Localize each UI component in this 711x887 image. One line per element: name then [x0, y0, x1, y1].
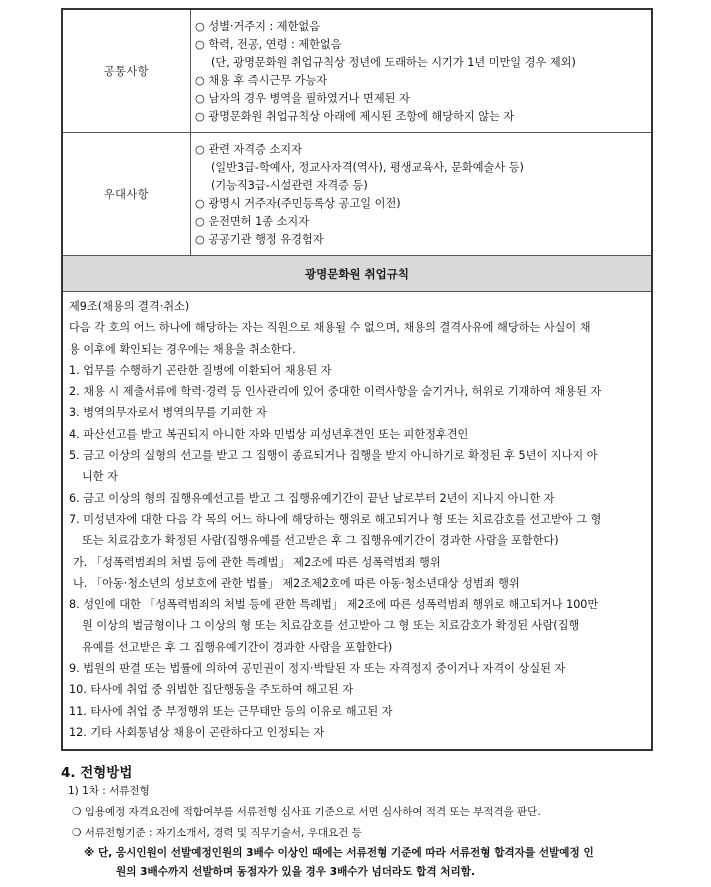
section-title: 4. 전형방법: [61, 765, 133, 781]
note-line-2: 원의 3배수까지 선발하며 동점자가 있을 경우 3배수가 넘더라도 합격 처리함.: [116, 866, 475, 878]
preferred-line: ○ 운전면허 1종 소지자: [195, 215, 310, 228]
screening-criteria-bullet: ❍ 서류전형기준 : 자기소개서, 경력 및 직무기술서, 우대요건 등: [72, 827, 362, 839]
rules-body-row: [62, 292, 652, 751]
rule-line: 2. 채용 시 제출서류에 학력·경력 등 인사관리에 있어 중대한 이력사항을 숨기거나, 허위로 기재하여 채용된 자: [69, 385, 602, 399]
common-line: (단, 광명문화원 취업규칙상 정년에 도래하는 시기가 1년 미만일 경우 제외): [211, 56, 576, 69]
screening-bullet: ❍ 임용예정 자격요건에 적합여부를 서류전형 심사표 기준으로 서면 심사하여 적격 또는 부적격을 판단.: [72, 806, 541, 818]
rule-line: 유예를 선고받은 후 그 집행유예기간이 경과한 사람을 포함한다): [82, 640, 393, 654]
preferred-label: 우대사항: [62, 133, 191, 256]
rule-lines: [69, 296, 645, 743]
rule-line: 원 이상의 벌금형이나 그 이상의 형 또는 치료감호를 선고받아 그 형 또는 치료감호가 확정된 사람(집행: [82, 619, 580, 633]
rules-body: [62, 292, 652, 751]
preferred-line: (기능직3급-시설관련 자격증 등): [211, 179, 368, 192]
common-content: [191, 9, 653, 133]
stage1-label: 1) 1차 : 서류전형: [68, 785, 150, 797]
rule-line: 4. 파산선고를 받고 복권되지 아니한 자와 민법상 피성년후견인 또는 피한정후견인: [69, 427, 469, 441]
common-line: ○ 광명문화원 취업규칙상 아래에 제시된 조항에 해당하지 않는 자: [195, 110, 515, 123]
preferred-line: ○ 광명시 거주자(주민등록상 공고일 이전): [195, 197, 401, 210]
common-lines: [195, 18, 645, 126]
rule-line: 10. 타사에 취업 중 위법한 집단행동을 주도하여 해고된 자: [69, 683, 353, 697]
common-line: ○ 학력, 전공, 연령 : 제한없음: [195, 38, 342, 51]
common-label: 공통사항: [62, 9, 191, 133]
rule-line: 제9조(채용의 결격·취소): [69, 300, 190, 313]
preferred-line: ○ 관련 자격증 소지자: [195, 143, 302, 156]
rule-line: 또는 치료감호가 확정된 사람(집행유예를 선고받은 후 그 집행유예기간이 경과한 사람을 포함한다): [82, 534, 559, 548]
rule-line: 가. 「성폭력범죄의 처벌 등에 관한 특례법」 제2조에 따른 성폭력범죄 행위: [73, 555, 441, 569]
rule-line: 11. 타사에 취업 중 부정행위 또는 근무태만 등의 이유로 해고된 자: [69, 704, 393, 718]
preferred-lines: [195, 141, 645, 249]
common-line: ○ 채용 후 즉시근무 가능자: [195, 74, 328, 87]
rules-header: 광명문화원 취업규칙: [62, 256, 652, 292]
rule-line: 3. 병역의무자로서 병역의무를 기피한 자: [69, 406, 267, 420]
rule-line: 5. 금고 이상의 실형의 선고를 받고 그 집행이 종료되거나 집행을 받지 아니하기로 확정된 후 5년이 지나지 아: [69, 449, 598, 463]
preferred-line: ○ 공공기관 행정 유경험자: [195, 233, 324, 246]
rules-header-row: [62, 256, 652, 292]
rule-line: 니한 자: [82, 470, 118, 484]
rule-line: 12. 기타 사회통념상 채용이 곤란하다고 인정되는 자: [69, 725, 325, 739]
rule-line: 7. 미성년자에 대한 다음 각 목의 어느 하나에 해당하는 행위로 해고되거나 형 또는 치료감호를 선고받아 그 형: [69, 512, 602, 526]
note-line-1: ※ 단, 응시인원이 선발예정인원의 3배수 이상인 때에는 서류전형 기준에 따라 서류전형 합격자를 선발예정 인: [84, 847, 594, 859]
rule-line: 9. 법원의 판결 또는 법률에 의하여 공민권이 정지·박탈된 자 또는 자격정지 중이거나 자격이 상실된 자: [69, 662, 566, 676]
common-row: [62, 9, 652, 133]
rule-line: 8. 성인에 대한 「성폭력범죄의 처벌 등에 관한 특례법」 제2조에 따른 성폭력범죄 행위로 해고되거나 100만: [69, 598, 599, 612]
rule-line: 용 이후에 확인되는 경우에는 채용을 취소한다.: [69, 342, 296, 356]
common-line: ○ 남자의 경우 병역을 필하였거나 면제된 자: [195, 92, 410, 105]
rule-line: 6. 금고 이상의 형의 집행유예선고를 받고 그 집행유예기간이 끝난 날로부터 2년이 지나지 아니한 자: [69, 491, 555, 505]
qualification-table: [61, 8, 653, 751]
preferred-line: (일반3급-학예사, 정교사자격(역사), 평생교육사, 문화예술사 등): [211, 161, 524, 174]
rule-line: 1. 업무를 수행하기 곤란한 질병에 이환되어 채용된 자: [69, 363, 332, 377]
rule-line: 나. 「아동·청소년의 성보호에 관한 법률」 제2조제2호에 따른 아동·청소년대상 성범죄 행위: [73, 576, 520, 590]
preferred-row: [62, 133, 652, 256]
preferred-content: [191, 133, 653, 256]
common-line: ○ 성별·거주지 : 제한없음: [195, 20, 321, 33]
rule-line: 다음 각 호의 어느 하나에 해당하는 자는 직원으로 채용될 수 없으며, 채용의 결격사유에 해당하는 사실이 채: [69, 321, 591, 335]
